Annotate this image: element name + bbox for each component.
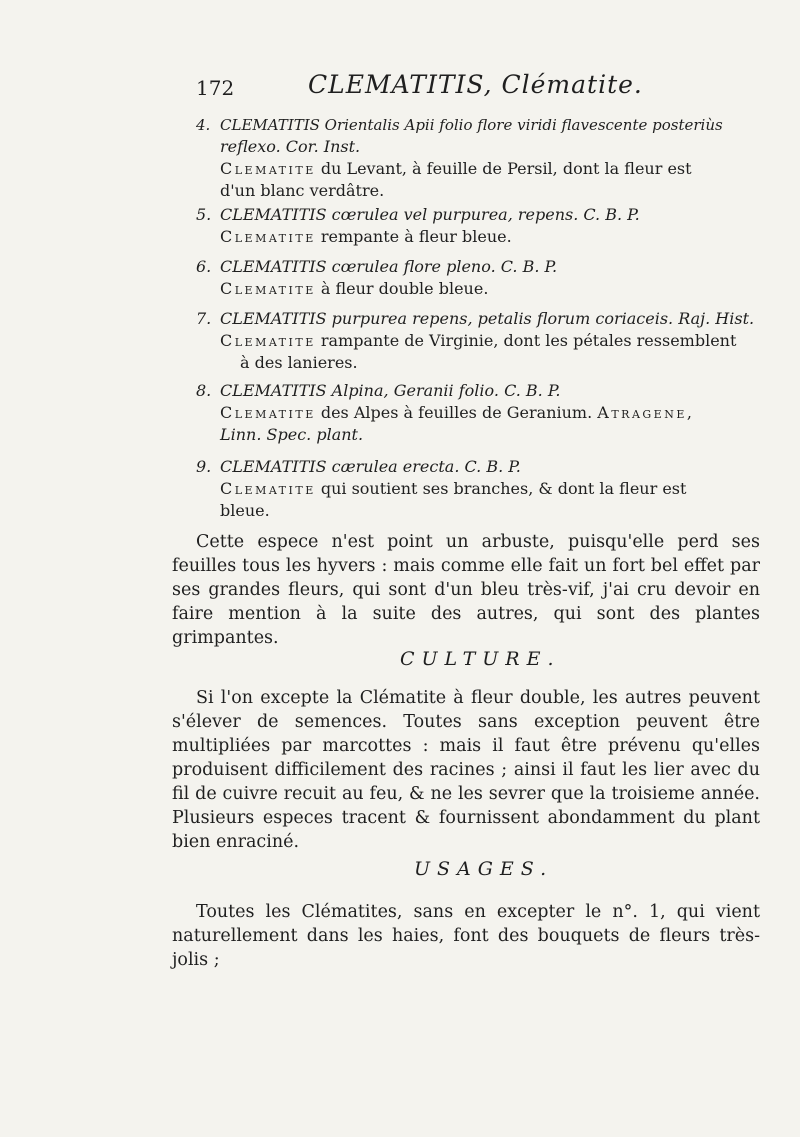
french-description-continued: d'un blanc verdâtre. <box>220 181 385 200</box>
body-paragraph: Cette espece n'est point un arbuste, puisqu'elle perd ses feuilles tous les hyvers : mais comme elle fait un fort bel effet par ses grandes fleurs, qui sont d'un bleu très-vif, j'ai cru devoir en faire mention à la suite des autres, qui sont des plantes grimpantes. <box>172 532 760 648</box>
french-name: Clematite <box>220 403 316 422</box>
page-number: 172 <box>196 76 235 100</box>
entry-number: 7. <box>196 309 212 328</box>
latin-name: CLEMATITIS cærulea erecta. C. B. P. <box>220 457 521 476</box>
latin-name-continued: reflexo. Cor. Inst. <box>220 137 361 156</box>
entry-number: 6. <box>196 257 212 276</box>
french-description: des Alpes à feuilles de Geranium. <box>320 403 593 422</box>
entry-number: 8. <box>196 381 212 400</box>
french-description: du Levant, à feuille de Persil, dont la fleur est <box>320 159 692 178</box>
french-description-continued: bleue. <box>220 501 270 520</box>
entry-number: 5. <box>196 205 212 224</box>
reference: Linn. Spec. plant. <box>220 425 364 444</box>
species-entry-5 <box>196 204 756 248</box>
french-description: rempante à fleur bleue. <box>320 227 512 246</box>
species-entry-8 <box>196 380 756 446</box>
french-description: rampante de Virginie, dont les pétales ressemblent <box>320 331 737 350</box>
french-description: qui soutient ses branches, & dont la fleur est <box>320 479 687 498</box>
species-entry-6 <box>196 256 756 300</box>
running-title: CLEMATITIS, Clématite. <box>308 70 643 99</box>
french-description-continued: à des lanieres. <box>240 353 358 372</box>
entry-number: 9. <box>196 457 212 476</box>
french-name: Clematite <box>220 159 316 178</box>
body-paragraph: Si l'on excepte la Clématite à fleur double, les autres peuvent s'élever de semences. Toutes sans exception peuvent être multipliées par marcottes : mais il faut être prévenu qu'elles produisent difficilement des racines ; ainsi il faut les lier avec du fil de cuivre recuit au feu, & ne les sevrer que la troisieme année. Plusieurs especes tracent & fournissent abondamment du plant bien enraciné. <box>172 688 760 852</box>
section-heading-usages: USAGES. <box>414 858 554 880</box>
species-entry-7 <box>196 308 756 374</box>
synonym-name: Atragene, <box>597 403 695 422</box>
latin-name: CLEMATITIS Orientalis Apii folio flore viridi flavescente posteriùs <box>220 116 723 134</box>
latin-name: CLEMATITIS purpurea repens, petalis florum coriaceis. Raj. Hist. <box>220 309 755 328</box>
latin-name: CLEMATITIS cœrulea vel purpurea, repens. C. B. P. <box>220 205 640 224</box>
latin-name: CLEMATITIS cœrulea flore pleno. C. B. P. <box>220 257 558 276</box>
entry-number: 4. <box>196 116 211 134</box>
french-description: à fleur double bleue. <box>320 279 489 298</box>
french-name: Clematite <box>220 227 316 246</box>
french-name: Clematite <box>220 331 316 350</box>
french-name: Clematite <box>220 479 316 498</box>
species-entry-4 <box>196 114 756 202</box>
french-name: Clematite <box>220 279 316 298</box>
species-entry-9 <box>196 456 756 522</box>
section-heading-culture: CULTURE. <box>400 648 561 670</box>
latin-name: CLEMATITIS Alpina, Geranii folio. C. B. P. <box>220 381 561 400</box>
page-header <box>196 70 756 106</box>
body-paragraph: Toutes les Clématites, sans en excepter le n°. 1, qui vient naturellement dans les haies, font des bouquets de fleurs très-jolis ; <box>172 902 760 970</box>
